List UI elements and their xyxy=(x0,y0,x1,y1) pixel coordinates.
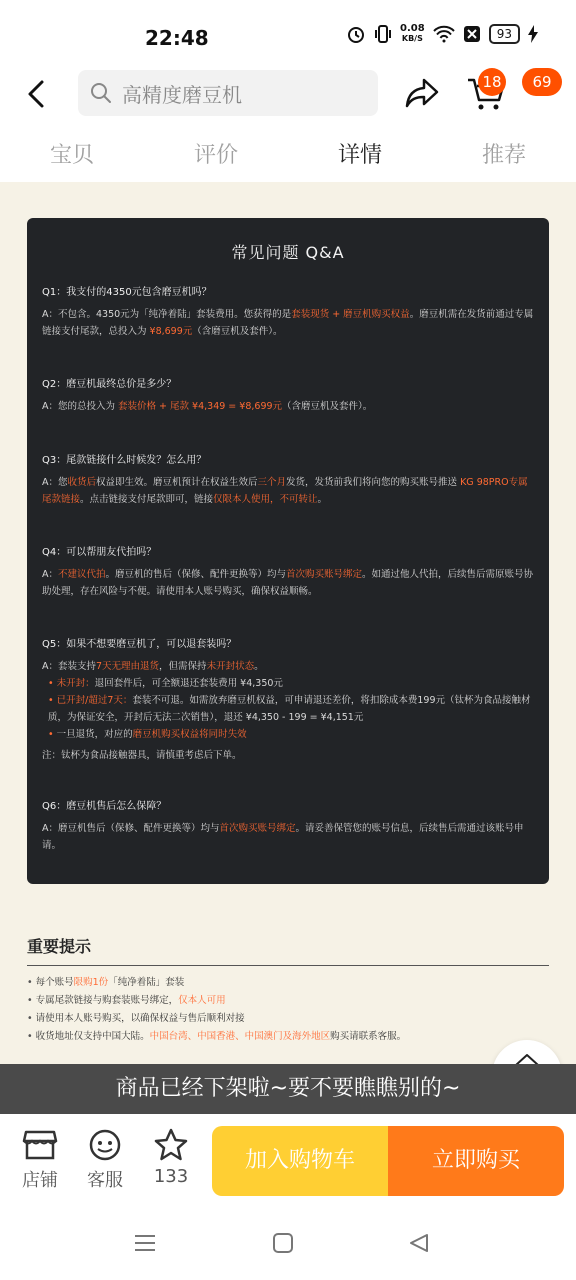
faq-bullet xyxy=(42,675,537,692)
buy-now-button[interactable]: 立即购买 xyxy=(388,1126,564,1196)
notice-item xyxy=(27,1028,549,1046)
menu-icon[interactable] xyxy=(134,1232,156,1254)
body-text: 。磨豆机的售后（保修、配件更换等）均与 xyxy=(105,569,287,580)
highlight-text: 仅限本人使用，不可转让 xyxy=(213,494,318,505)
body-text: A：套装支持 xyxy=(42,661,96,672)
highlight-text: KG 98PRO专属尾款链接 xyxy=(42,477,528,505)
highlight-text: ¥8,699元 xyxy=(149,326,193,337)
faq-answer xyxy=(42,820,537,854)
faq-item xyxy=(42,376,537,415)
favorite-count: 133 xyxy=(153,1166,189,1187)
store-icon xyxy=(22,1128,58,1162)
no-sim-icon xyxy=(463,25,481,43)
top-bar xyxy=(0,66,576,122)
back-arrow-icon[interactable] xyxy=(22,76,52,112)
home-icon[interactable] xyxy=(272,1232,294,1254)
highlight-text: 套装现货 + 磨豆机购买权益 xyxy=(291,309,410,320)
faq-item xyxy=(42,798,537,854)
detail-tabs xyxy=(0,132,576,182)
body-text: 专属尾款链接与购套装账号绑定， xyxy=(35,995,179,1006)
tab-details[interactable]: 详情 xyxy=(337,143,382,168)
important-notice xyxy=(27,934,549,1046)
back-nav-icon[interactable] xyxy=(408,1232,430,1254)
body-text: （含磨豆机及套件）。 xyxy=(192,326,283,337)
wifi-icon xyxy=(433,25,455,43)
faq-question: Q2：磨豆机最终总价是多少？ xyxy=(42,379,177,390)
body-text: 「纯净着陆」套装 xyxy=(108,977,185,988)
status-bar xyxy=(0,0,576,70)
faq-bullet xyxy=(42,692,537,726)
faq-note: 注：钛杯为食品接触器具，请慎重考虑后下单。 xyxy=(42,750,242,761)
status-icons xyxy=(346,24,538,44)
bottom-action-bar xyxy=(0,1114,576,1210)
charging-icon xyxy=(528,25,538,43)
body-text: 收货地址仅支持中国大陆。 xyxy=(35,1031,150,1042)
faq-answer xyxy=(42,474,537,508)
faq-answer xyxy=(42,658,537,675)
body-text: 退回套件后，可全额退还套装费用 ¥4,350元 xyxy=(94,678,283,689)
body-text: 请使用本人账号购买，以确保权益与售后顺利对接 xyxy=(35,1013,245,1024)
system-nav-bar xyxy=(0,1210,576,1280)
highlight-text: 首次购买账号绑定 xyxy=(219,823,296,834)
body-text: 。请妥善保管您的账号信息，后续售后需通过该账号申请。 xyxy=(42,823,524,851)
star-icon xyxy=(153,1128,189,1162)
faq-item xyxy=(42,636,537,764)
body-text: A：不包含。4350元为「纯净着陆」套装费用。您获得的是 xyxy=(42,309,292,320)
body-text: 。 xyxy=(254,661,264,672)
favorite-button[interactable] xyxy=(141,1128,201,1187)
service-label: 客服 xyxy=(87,1170,123,1191)
highlight-text: 首次购买账号绑定 xyxy=(286,569,363,580)
store-button[interactable] xyxy=(10,1128,70,1192)
bullet-dot: • xyxy=(48,678,57,689)
faq-title: 常见问题 Q&A xyxy=(231,243,345,262)
off-shelf-banner: 商品已经下架啦~要不要瞧瞧别的~ xyxy=(0,1064,576,1114)
body-text: 每个账号 xyxy=(35,977,74,988)
faq-item xyxy=(42,284,537,340)
tab-item[interactable]: 宝贝 xyxy=(49,143,94,168)
store-label: 店铺 xyxy=(22,1170,58,1191)
status-time: 22:48 xyxy=(145,26,209,50)
faq-bullet xyxy=(42,726,537,743)
highlight-text: 限购1份 xyxy=(73,977,109,988)
highlight-text: 仅本人可用 xyxy=(178,995,226,1006)
body-text: 发货，发货前我们将向您的购买账号推送 xyxy=(286,477,461,488)
faq-question: Q4：可以帮朋友代拍吗？ xyxy=(42,547,157,558)
highlight-text: 套装价格 + 尾款 ¥4,349 = ¥8,699元 xyxy=(118,401,283,412)
faq-question: Q5：如果不想要磨豆机了，可以退套装吗？ xyxy=(42,639,237,650)
body-text: 权益即生效。磨豆机预计在权益生效后 xyxy=(96,477,258,488)
faq-item xyxy=(42,452,537,508)
body-text: 一旦退货，对应的 xyxy=(56,729,133,740)
alarm-icon xyxy=(346,24,366,44)
bullet-dot: • xyxy=(48,729,57,740)
faq-answer xyxy=(42,398,537,415)
body-text: 。 xyxy=(317,494,328,505)
customer-service-button[interactable] xyxy=(75,1128,135,1192)
highlight-text: 不建议代拍 xyxy=(58,569,106,580)
highlight-text: 已开封/超过7天： xyxy=(56,695,133,706)
highlight-text: 磨豆机购买权益将同时失效 xyxy=(132,729,247,740)
body-text: 。如通过他人代拍，后续售后需原账号协助处理，存在风险与不便。请使用本人账号购买，确保权益顺畅。 xyxy=(42,569,534,597)
faq-answer xyxy=(42,306,537,340)
body-text: 购买请联系客服。 xyxy=(330,1031,407,1042)
body-text: A：磨豆机售后（保修、配件更换等）均与 xyxy=(42,823,220,834)
body-text: A：您 xyxy=(42,477,68,488)
service-icon xyxy=(87,1128,123,1162)
highlight-text: 未开封状态 xyxy=(206,661,255,672)
vibrate-icon xyxy=(374,24,392,44)
highlight-text: 收货后 xyxy=(67,477,97,488)
add-to-cart-button[interactable]: 加入购物车 xyxy=(212,1126,388,1196)
battery-level: 93 xyxy=(489,24,520,44)
body-text: A： xyxy=(42,569,58,580)
search-icon xyxy=(90,82,112,104)
body-text: （含磨豆机及套件）。 xyxy=(282,401,373,412)
notice-item xyxy=(27,1010,549,1028)
body-text: A：您的总投入为 xyxy=(42,401,119,412)
faq-question: Q3：尾款链接什么时候发？怎么用？ xyxy=(42,455,207,466)
detail-content xyxy=(0,182,576,1072)
body-text: ，但需保持 xyxy=(159,661,207,672)
search-placeholder: 高精度磨豆机 xyxy=(122,82,242,107)
cart-badge: 18 xyxy=(478,68,506,96)
tab-reviews[interactable]: 评价 xyxy=(193,143,238,168)
highlight-text: 中国台湾、中国香港、中国澳门及海外地区 xyxy=(149,1031,331,1042)
notice-item xyxy=(27,974,549,992)
search-bar[interactable] xyxy=(78,70,378,116)
faq-item xyxy=(42,544,537,600)
highlight-text: 7天无理由退货 xyxy=(96,661,160,672)
body-text: 套装不可退。如需放弃磨豆机权益，可申请退还差价，将扣除成本费199元（钛杯为食品接触材质，为保证安全，开封后无法二次销售），退还 ¥4,350 - 199 = ¥4,151元 xyxy=(48,695,531,723)
notice-item xyxy=(27,992,549,1010)
highlight-text: 三个月 xyxy=(257,477,287,488)
bullet-dot: • xyxy=(48,695,57,706)
faq-answer xyxy=(42,566,537,600)
faq-question: Q6：磨豆机售后怎么保障？ xyxy=(42,801,167,812)
body-text: 。磨豆机需在发货前通过专属链接支付尾款，总投入为 xyxy=(42,309,534,337)
notice-title: 重要提示 xyxy=(27,934,549,966)
more-messages-badge[interactable]: 69 xyxy=(522,68,562,96)
share-icon[interactable] xyxy=(404,76,440,110)
notice-list xyxy=(27,974,549,1046)
net-speed: 0.08 KB/S xyxy=(400,23,425,43)
body-text: 。点击链接支付尾款即可，链接 xyxy=(80,494,214,505)
faq-panel xyxy=(27,218,549,884)
highlight-text: 未开封： xyxy=(56,678,95,689)
tab-recommend[interactable]: 推荐 xyxy=(481,143,526,168)
faq-question: Q1：我支付的4350元包含磨豆机吗？ xyxy=(42,287,212,298)
